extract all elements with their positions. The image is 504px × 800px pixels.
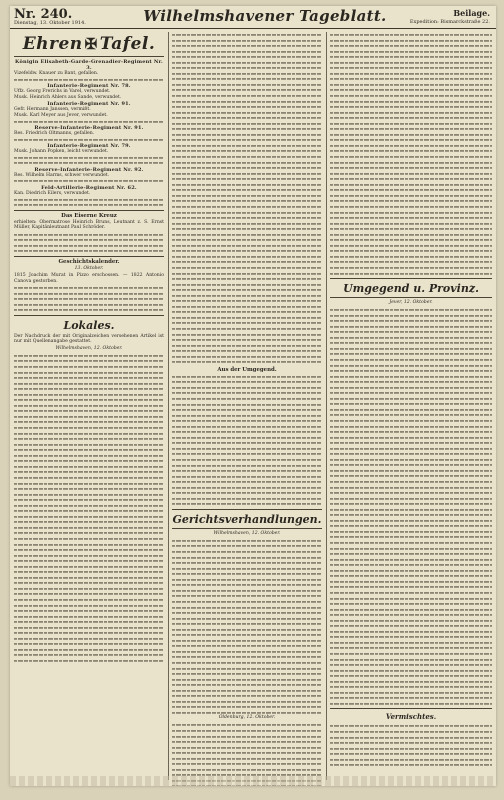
local-news-heading: Lokales.: [63, 318, 115, 332]
text-line: [14, 248, 164, 254]
text-line: [14, 307, 164, 313]
honor-roll-title-right: Tafel.: [99, 34, 156, 54]
text-line: [172, 710, 322, 716]
local-news-dateline: Wilhelmshaven, 12. Oktober.: [55, 345, 123, 351]
history-calendar-text: 1815 Joachim Murat in Pizzo erschossen. — 1822 Antonio Canova gestorben.: [14, 273, 164, 284]
masthead: [10, 6, 496, 29]
divider: [14, 315, 164, 316]
column-right: [330, 32, 492, 786]
miscellaneous-body: [330, 723, 492, 767]
honor-roll-entry: Musk. Heinrich Ahlers aus Sande, verwundet.: [14, 94, 122, 100]
region-subheading: Aus der Umgegend.: [217, 366, 277, 373]
text-line: [14, 178, 164, 184]
divider: [14, 256, 164, 257]
history-calendar-date: 13. Oktober.: [74, 266, 104, 271]
text-line: [330, 271, 492, 277]
war-news-body: [172, 32, 322, 365]
honor-roll-entry: Kan. Diedrich Eilers, verwundet.: [14, 191, 91, 197]
regiment-heading: Feld-Artillerie-Regiment Nr. 62.: [41, 185, 137, 192]
divider: [14, 56, 164, 57]
court-news-body: [172, 538, 322, 716]
issue-date: Dienstag, 13. Oktober 1914.: [14, 20, 86, 26]
text-line: [172, 501, 322, 507]
divider: [330, 278, 492, 279]
region-province-dateline: Jever, 12. Oktober.: [389, 300, 433, 306]
column-divider: [168, 32, 169, 780]
honor-roll-entry: Musk. Karl Meyer aus Jever, verwundet.: [14, 112, 108, 118]
honor-roll-entry: Vizefeldw. Knauer zu Bant, gefallen.: [14, 71, 99, 76]
divider: [172, 509, 322, 510]
text-line: [172, 359, 322, 365]
text-line: [14, 202, 164, 208]
column-middle: [172, 32, 322, 786]
honor-roll-entry: Res. Wilhelm Harms, schwer verwundet.: [14, 172, 110, 178]
regiment-heading: Königin Elisabeth-Garde-Grenadier-Regiment Nr. 3.: [15, 59, 163, 71]
region-body: [172, 374, 322, 507]
honor-roll-list: [14, 59, 164, 208]
honor-roll-entry: Musk. Johann Popken, leicht verwundet.: [14, 149, 109, 155]
history-calendar-heading: Geschichtskalender.: [58, 259, 120, 265]
divider: [330, 297, 492, 298]
newspaper-title: Wilhelmshavener Tageblatt.: [143, 7, 387, 25]
page-edge-strip: [10, 776, 496, 786]
text-line: [330, 701, 492, 707]
issue-number: Nr. 240.: [14, 7, 73, 22]
text-line: [330, 762, 492, 768]
divider: [330, 708, 492, 709]
local-news-body: [14, 353, 164, 664]
iron-cross-icon: ✠: [84, 35, 98, 53]
iron-cross-text: erhielten: Obermatrose Heinrich Bruns, Leutnant z. S. Ernst Müller, Kapitänleutnant Paul Schröder.: [14, 219, 164, 231]
oldenburg-dateline: Oldenburg, 12. Oktober.: [218, 715, 276, 721]
text-line: [14, 119, 164, 125]
text-line: [14, 160, 164, 166]
text-line: [14, 658, 164, 664]
newspaper-page: [10, 6, 496, 786]
honor-roll-title-left: Ehren: [22, 34, 83, 54]
regiment-heading: Infanterie-Regiment Nr. 79.: [47, 143, 131, 150]
honor-roll-entry: Res. Friedrich Oltmanns, gefallen.: [14, 131, 95, 137]
continued-article-body: [330, 32, 492, 276]
miscellaneous-heading: Vermischtes.: [385, 712, 437, 722]
divider: [14, 210, 164, 211]
region-province-heading: Umgegend u. Provinz.: [343, 282, 479, 296]
honor-roll-entry: Gefr. Hermann Janssen, vermißt.: [14, 107, 91, 113]
column-left: [14, 32, 164, 786]
regiment-heading: Reserve-Infanterie-Regiment Nr. 91.: [34, 125, 144, 132]
iron-cross-heading: Das Eiserne Kreuz: [61, 212, 117, 219]
divider: [172, 528, 322, 529]
regiment-heading: Reserve-Infanterie-Regiment Nr. 92.: [34, 166, 144, 173]
column-divider: [326, 32, 327, 780]
court-news-dateline: Wilhelmshaven, 12. Oktober.: [213, 530, 281, 536]
supplement-label: Beilage.: [453, 8, 490, 18]
local-news-note: Der Nachdruck der mit Originalzeichen versehenen Artikel ist nur mit Quellenangabe gestattet.: [14, 333, 164, 345]
honor-roll-entry: Uffz. Georg Frerichs in Varel, verwundet.: [14, 89, 111, 95]
honor-roll-title: [14, 34, 164, 54]
court-news-heading: Gerichtsverhandlungen.: [172, 512, 322, 526]
regiment-heading: Infanterie-Regiment Nr. 91.: [47, 101, 131, 108]
text-line: [14, 137, 164, 143]
text-line: [14, 77, 164, 83]
region-province-body: [330, 307, 492, 706]
regiment-heading: Infanterie-Regiment Nr. 78.: [47, 83, 131, 90]
expedition-address: Expedition: Bismarckstraße 22.: [409, 19, 490, 25]
